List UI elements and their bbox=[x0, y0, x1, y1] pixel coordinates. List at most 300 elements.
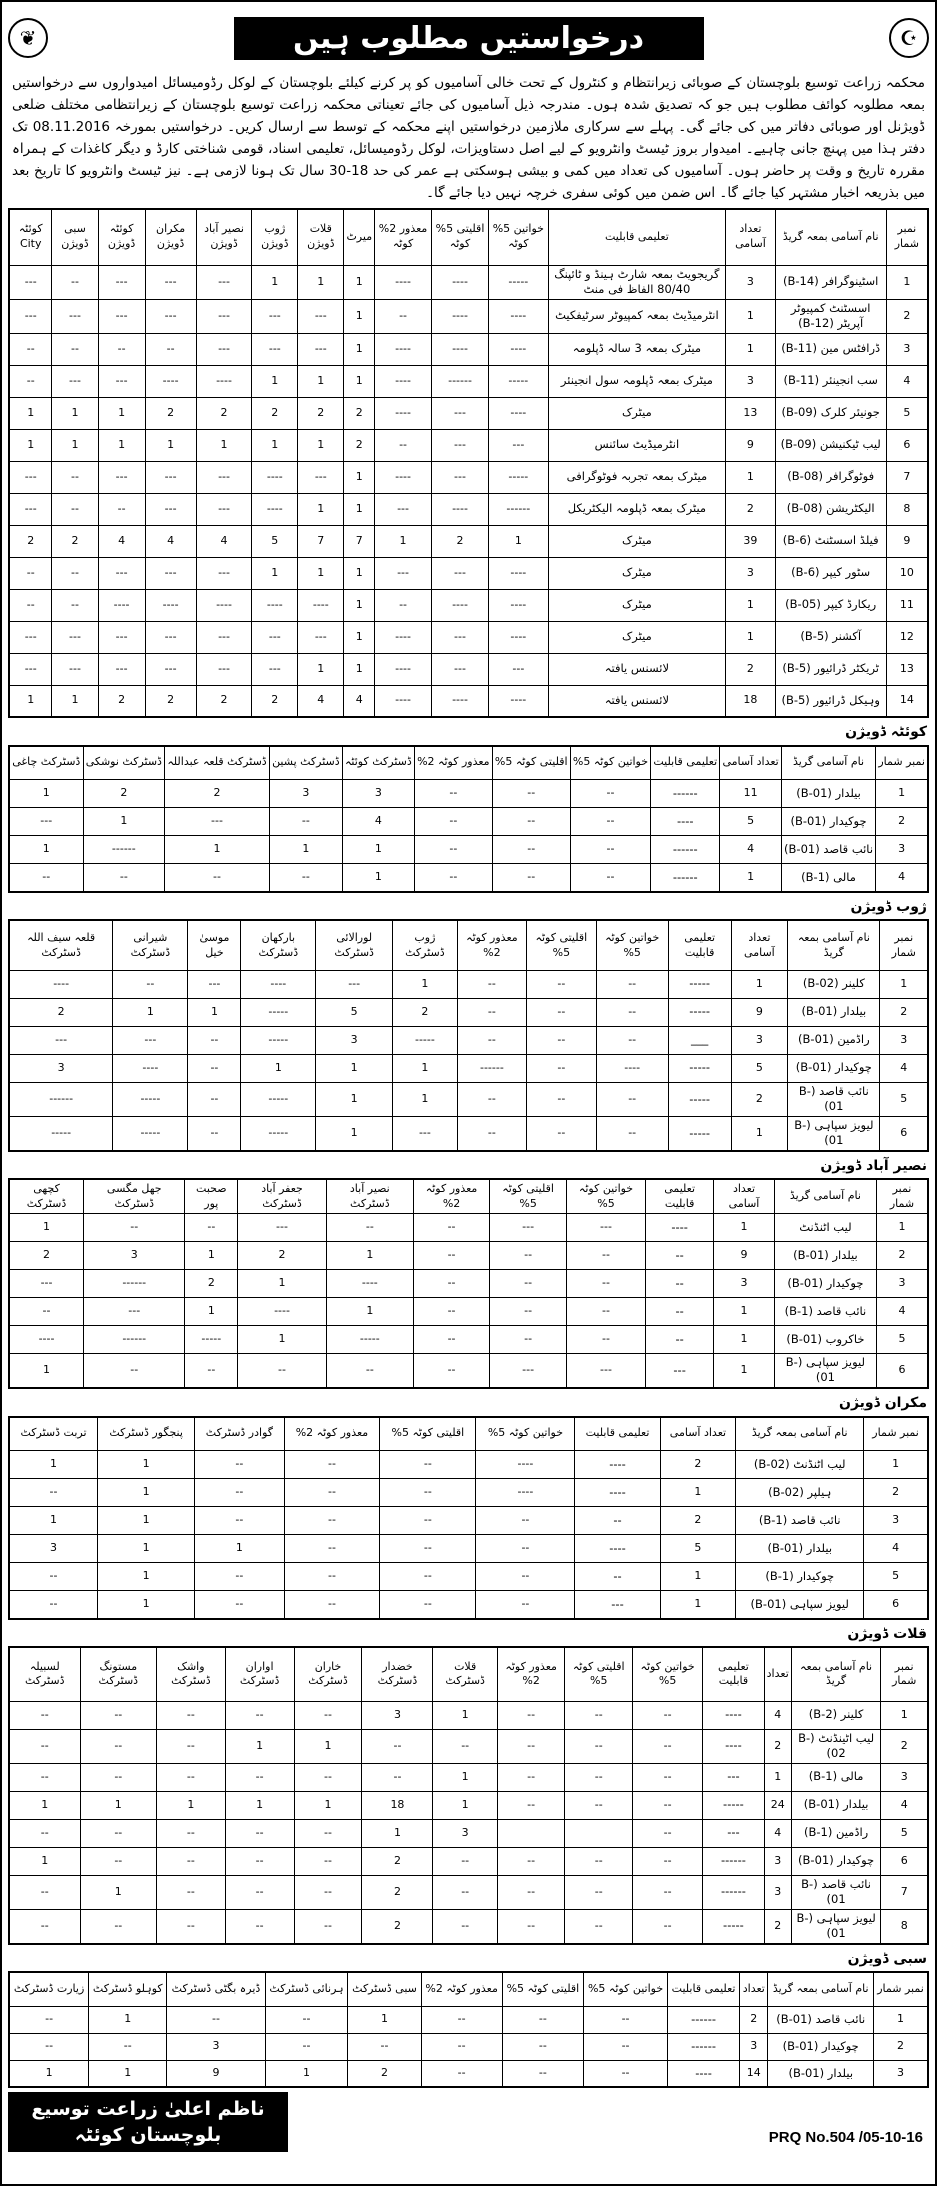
column-header: نصیر آباد ڈویژن bbox=[196, 209, 252, 265]
intro-paragraph: محکمہ زراعت توسیع بلوچستان کے صوبائی زیرانتظام و کنٹرول کے تحت خالی آسامیوں کو پر کرنے کیلئے بلوچستان کے لوکل رڈومیسائل امیدواروں سے درخواستیں بمعہ مطلوبہ کوائف مطلوب ہیں جو کہ تصدیق شدہ ہوں۔ مندرجہ ذیل آسامیوں کی جائے تعیناتی محکمہ زراعت توسیع بلوچستان کے زیرانتظامی مختلف ضلعی ڈویژنل اور صوبائی دفاتر میں کی جائے گی۔ پہلے سے سرکاری ملازمین درخواستیں اپنے محکمہ کے توسط سے ارسال کریں۔ درخواستیں بمورخہ 08.11.2016 تک دفتر ہذا میں پہنچ جانی چاہیے۔ امیدوار بروز ٹیسٹ وانٹرویو کے لیے اصل دستاویزات، لوکل رڈومیسائل، تعلیمی اسناد، قومی شناختی کارڈ و دیگر کاغذات کے ہمراہ مقررہ تاریخ و وقت پر حاضر ہوں۔ آسامیوں کی تعداد میں کمی و بیشی ہوسکتی ہے عمر کی حد 18-30 سال تک ہونا لازمی ہے۔ نیز ٹیسٹ وانٹرویو کا تاریخ بعد میں بذریعہ اخبار مشتہر کیا جائے گا۔ اس ضمن میں کوئی سفری خرچہ نہیں دیا جائے گا۔ bbox=[12, 75, 925, 201]
quota-cell: --- bbox=[52, 653, 98, 685]
table-header-row bbox=[9, 1417, 928, 1451]
quota-cell: 1 bbox=[344, 493, 375, 525]
quota-cell: 1 bbox=[157, 1791, 226, 1819]
quota-cell: ---- bbox=[145, 589, 196, 621]
quota-cell: --- bbox=[252, 299, 298, 333]
qualification-cell: ___ bbox=[668, 1026, 731, 1054]
count-cell: 1 bbox=[726, 333, 776, 365]
column-header: جھل مگسی ڈسٹرکٹ bbox=[84, 1179, 185, 1213]
quota-cell: -- bbox=[457, 1116, 526, 1151]
signature-line-2: بلوچستان کوئٹہ bbox=[74, 2124, 222, 2147]
qualification-cell: میٹرک bbox=[548, 525, 726, 557]
division-title-kalat: قلات ڈویژن bbox=[847, 1625, 927, 1642]
quota-cell: 1 bbox=[9, 1213, 84, 1241]
quota-cell: -- bbox=[414, 808, 492, 836]
quota-cell: -- bbox=[527, 1026, 597, 1054]
table-row bbox=[9, 1507, 928, 1535]
column-header: تعلیمی قابلیت bbox=[646, 1179, 714, 1213]
post-cell: کلینر (B-02) bbox=[788, 970, 880, 998]
column-header: معذور کوٹہ 2% bbox=[284, 1417, 380, 1451]
quota-cell: -- bbox=[413, 1269, 489, 1297]
quota-cell: 1 bbox=[393, 970, 458, 998]
column-header: ڈسٹرکٹ نوشکی bbox=[83, 746, 165, 780]
quota-cell: --- bbox=[52, 299, 98, 333]
quota-cell: ---- bbox=[252, 461, 298, 493]
qualification-cell: میٹرک bbox=[548, 557, 726, 589]
quota-cell: --- bbox=[145, 299, 196, 333]
quota-cell: -- bbox=[490, 1325, 567, 1353]
quota-cell: -- bbox=[633, 1763, 703, 1791]
quota-cell: 1 bbox=[326, 1297, 413, 1325]
quota-cell: ----- bbox=[9, 1116, 113, 1151]
quota-cell: -- bbox=[633, 1791, 703, 1819]
quota-cell: 1 bbox=[9, 1451, 98, 1479]
quota-cell: -- bbox=[9, 1729, 80, 1763]
quota-cell: -- bbox=[527, 1082, 597, 1116]
quota-cell: 1 bbox=[393, 1082, 458, 1116]
column-header: خواتین کوٹہ 5% bbox=[584, 1972, 668, 2006]
count-cell: 3 bbox=[764, 1847, 791, 1875]
quota-cell: 2 bbox=[196, 685, 252, 717]
quota-cell: -- bbox=[294, 1847, 362, 1875]
column-header: نام آسامی بمعہ گریڈ bbox=[768, 1972, 874, 2006]
quota-cell: ---- bbox=[326, 1269, 413, 1297]
column-header: لسبیلہ ڈسٹرکٹ bbox=[9, 1647, 80, 1701]
quota-cell: --- bbox=[9, 621, 52, 653]
count-cell: 2 bbox=[764, 1729, 791, 1763]
serial-cell: 3 bbox=[876, 1269, 928, 1297]
quota-cell: -- bbox=[284, 1479, 380, 1507]
serial-cell: 2 bbox=[880, 998, 928, 1026]
quota-cell: --- bbox=[431, 621, 488, 653]
qualification-cell: --- bbox=[575, 1591, 660, 1619]
quota-cell: --- bbox=[431, 557, 488, 589]
quota-cell: -- bbox=[348, 2033, 421, 2060]
serial-cell: 5 bbox=[864, 1563, 928, 1591]
post-cell: لیویز سپاہی (B-01) bbox=[791, 1909, 881, 1944]
quota-cell: 9 bbox=[167, 2060, 265, 2087]
quota-cell: 1 bbox=[294, 1729, 362, 1763]
table-header-row bbox=[9, 746, 928, 780]
quota-cell: -- bbox=[52, 493, 98, 525]
quota-cell: -- bbox=[80, 1729, 156, 1763]
column-header: خواتین کوٹہ 5% bbox=[633, 1647, 703, 1701]
column-header: نمبر شمار bbox=[880, 920, 928, 970]
column-header: ہرنائی ڈسٹرکٹ bbox=[265, 1972, 348, 2006]
quota-cell: --- bbox=[52, 621, 98, 653]
quota-cell: --- bbox=[9, 493, 52, 525]
quota-cell: 1 bbox=[326, 1241, 413, 1269]
serial-cell: 2 bbox=[873, 2033, 928, 2060]
quota-cell: 1 bbox=[225, 1729, 294, 1763]
count-cell: 1 bbox=[764, 1763, 791, 1791]
quota-cell: --- bbox=[566, 1353, 645, 1388]
quota-cell: --- bbox=[9, 1026, 113, 1054]
quota-cell: 1 bbox=[113, 998, 188, 1026]
quota-cell: ---- bbox=[596, 1054, 668, 1082]
count-cell: 3 bbox=[764, 1875, 791, 1909]
post-cell: اسٹینوگرافر (B-14) bbox=[775, 265, 886, 299]
quota-cell: -- bbox=[113, 970, 188, 998]
quota-cell: 2 bbox=[348, 2060, 421, 2087]
count-cell: 2 bbox=[731, 1082, 788, 1116]
post-cell: کلینر (B-2) bbox=[791, 1701, 881, 1729]
quota-cell: -- bbox=[185, 1213, 238, 1241]
quota-cell: 4 bbox=[98, 525, 145, 557]
post-cell: لیب ٹیکنیشن (B-09) bbox=[775, 429, 886, 461]
post-cell: سب انجینئر (B-11) bbox=[775, 365, 886, 397]
serial-cell: 14 bbox=[886, 685, 928, 717]
quota-cell: --- bbox=[489, 429, 549, 461]
table-row bbox=[9, 2033, 928, 2060]
column-header: خواتین کوٹہ 5% bbox=[570, 746, 651, 780]
quota-cell: -- bbox=[9, 1563, 98, 1591]
count-cell: 3 bbox=[714, 1269, 775, 1297]
quota-cell: 2 bbox=[362, 1875, 433, 1909]
column-header: خواتین کوٹہ 5% bbox=[566, 1179, 645, 1213]
quota-cell: 2 bbox=[393, 998, 458, 1026]
quota-cell: -- bbox=[326, 1353, 413, 1388]
quota-cell: -- bbox=[9, 1819, 80, 1847]
quota-cell: -- bbox=[497, 1763, 564, 1791]
serial-cell: 1 bbox=[881, 1701, 928, 1729]
quota-cell: 1 bbox=[316, 1082, 393, 1116]
count-cell: 9 bbox=[726, 429, 776, 461]
quota-cell: --- bbox=[98, 653, 145, 685]
quota-cell: -- bbox=[238, 1353, 327, 1388]
column-header: نصیر آباد ڈسٹرکٹ bbox=[326, 1179, 413, 1213]
quota-cell: -- bbox=[294, 1701, 362, 1729]
serial-cell: 5 bbox=[881, 1819, 928, 1847]
quota-cell: ----- bbox=[489, 365, 549, 397]
quota-cell: -- bbox=[326, 1213, 413, 1241]
quota-cell: -- bbox=[84, 1353, 185, 1388]
table-row bbox=[9, 970, 928, 998]
serial-cell: 13 bbox=[886, 653, 928, 685]
table-header-row bbox=[9, 1179, 928, 1213]
quota-cell: -- bbox=[188, 1116, 241, 1151]
qualification-cell: ---- bbox=[575, 1451, 660, 1479]
quota-cell: --- bbox=[196, 621, 252, 653]
quota-cell: ---- bbox=[431, 299, 488, 333]
count-cell: 4 bbox=[720, 836, 782, 864]
quota-cell: 1 bbox=[433, 1701, 497, 1729]
column-header: جعفر آباد ڈسٹرکٹ bbox=[238, 1179, 327, 1213]
quota-cell: ----- bbox=[241, 1116, 316, 1151]
quota-cell: -- bbox=[413, 1325, 489, 1353]
quota-cell: -- bbox=[9, 333, 52, 365]
vacancy-table-nasir bbox=[8, 1178, 929, 1389]
quota-cell: -- bbox=[9, 557, 52, 589]
quota-cell: --- bbox=[252, 653, 298, 685]
table-row bbox=[9, 589, 928, 621]
table-row bbox=[9, 557, 928, 589]
column-header: تعلیمی قابلیت bbox=[668, 920, 731, 970]
serial-cell: 6 bbox=[864, 1591, 928, 1619]
quota-cell: 1 bbox=[344, 589, 375, 621]
quota-cell: 2 bbox=[145, 397, 196, 429]
quota-cell: -- bbox=[596, 1082, 668, 1116]
quota-cell: --- bbox=[489, 653, 549, 685]
quota-cell: -- bbox=[633, 1729, 703, 1763]
serial-cell: 4 bbox=[880, 1054, 928, 1082]
column-header: نمبر شمار bbox=[864, 1417, 928, 1451]
vacancy-tables bbox=[8, 208, 929, 2088]
post-cell: نائب قاصد (B-01) bbox=[791, 1875, 881, 1909]
post-cell: چوکیدار (B-01) bbox=[791, 1847, 881, 1875]
quota-cell: --- bbox=[238, 1213, 327, 1241]
column-header: تعداد آسامی bbox=[731, 920, 788, 970]
table-row bbox=[9, 1297, 928, 1325]
quota-cell: --- bbox=[298, 461, 344, 493]
quota-cell: --- bbox=[9, 653, 52, 685]
quota-cell: --- bbox=[98, 557, 145, 589]
quota-cell: -- bbox=[413, 1213, 489, 1241]
serial-cell: 12 bbox=[886, 621, 928, 653]
column-header: تعلیمی قابلیت bbox=[651, 746, 720, 780]
quota-cell: ---- bbox=[489, 333, 549, 365]
serial-cell: 6 bbox=[881, 1847, 928, 1875]
quota-cell: -- bbox=[476, 1507, 575, 1535]
table-row bbox=[9, 685, 928, 717]
post-cell: لیب اٹینڈنٹ (B-02) bbox=[791, 1729, 881, 1763]
quota-cell: -- bbox=[294, 1909, 362, 1944]
qualification-cell: ------ bbox=[668, 2006, 740, 2033]
qualification-cell: ------ bbox=[668, 2033, 740, 2060]
column-header: معذور کوٹہ 2% bbox=[497, 1647, 564, 1701]
quota-cell: --- bbox=[252, 621, 298, 653]
qualification-cell: ----- bbox=[668, 1082, 731, 1116]
serial-cell: 6 bbox=[880, 1116, 928, 1151]
serial-cell: 3 bbox=[876, 836, 928, 864]
quota-cell: -- bbox=[9, 589, 52, 621]
quota-cell: 1 bbox=[98, 1479, 195, 1507]
column-header: کچھی ڈسٹرکٹ bbox=[9, 1179, 84, 1213]
quota-cell: -- bbox=[492, 808, 570, 836]
quota-cell: --- bbox=[145, 653, 196, 685]
quota-cell: 1 bbox=[9, 397, 52, 429]
serial-cell: 7 bbox=[881, 1875, 928, 1909]
post-cell: بیلدار (B-01) bbox=[781, 780, 875, 808]
quota-cell: -- bbox=[497, 1701, 564, 1729]
quota-cell: -- bbox=[380, 1591, 476, 1619]
quota-cell: -- bbox=[596, 998, 668, 1026]
quota-cell: -- bbox=[570, 864, 651, 892]
column-header: ڈسٹرکٹ قلعہ عبداللہ bbox=[165, 746, 270, 780]
quota-cell: ---- bbox=[431, 333, 488, 365]
qualification-cell: ---- bbox=[646, 1213, 714, 1241]
quota-cell: -- bbox=[80, 1763, 156, 1791]
qualification-cell: ---- bbox=[703, 1729, 764, 1763]
quota-cell: -- bbox=[380, 1479, 476, 1507]
post-cell: چوکیدار (B-01) bbox=[768, 2033, 874, 2060]
quota-cell: ---- bbox=[476, 1451, 575, 1479]
quota-cell: ----- bbox=[326, 1325, 413, 1353]
serial-cell: 2 bbox=[886, 299, 928, 333]
quota-cell: 1 bbox=[9, 429, 52, 461]
table-row bbox=[9, 2060, 928, 2087]
quota-cell: 1 bbox=[145, 429, 196, 461]
quota-cell: ---- bbox=[113, 1054, 188, 1082]
column-header: کوئٹہ ڈویژن bbox=[98, 209, 145, 265]
quota-cell: -- bbox=[225, 1763, 294, 1791]
count-cell: 13 bbox=[726, 397, 776, 429]
quota-cell: -- bbox=[167, 2006, 265, 2033]
serial-cell: 1 bbox=[880, 970, 928, 998]
quota-cell: -- bbox=[565, 1847, 633, 1875]
serial-cell: 3 bbox=[873, 2060, 928, 2087]
quota-cell: 2 bbox=[298, 397, 344, 429]
post-cell: نائب قاصد (B-1) bbox=[774, 1297, 876, 1325]
post-cell: لیب اٹنڈنٹ (B-02) bbox=[736, 1451, 864, 1479]
quota-cell: --- bbox=[566, 1213, 645, 1241]
quota-cell: --- bbox=[431, 461, 488, 493]
qualification-cell: -- bbox=[646, 1325, 714, 1353]
quota-cell: ---- bbox=[252, 493, 298, 525]
quota-cell: -- bbox=[566, 1325, 645, 1353]
quota-cell: -- bbox=[294, 1819, 362, 1847]
serial-cell: 8 bbox=[881, 1909, 928, 1944]
quota-cell: 2 bbox=[185, 1269, 238, 1297]
qualification-cell: میٹرک bbox=[548, 589, 726, 621]
table-header-row bbox=[9, 1972, 928, 2006]
quota-cell: -- bbox=[80, 1847, 156, 1875]
quota-cell: -- bbox=[502, 2006, 583, 2033]
table-row bbox=[9, 1909, 928, 1944]
quota-cell: -- bbox=[457, 1026, 526, 1054]
quota-cell: 2 bbox=[344, 429, 375, 461]
post-cell: خاکروب (B-01) bbox=[774, 1325, 876, 1353]
quota-cell: -- bbox=[570, 836, 651, 864]
quota-cell: 1 bbox=[89, 2060, 167, 2087]
quota-cell: -- bbox=[584, 2060, 668, 2087]
post-cell: راڈمین (B-1) bbox=[791, 1819, 881, 1847]
quota-cell: -- bbox=[476, 1563, 575, 1591]
quota-cell: -- bbox=[413, 1353, 489, 1388]
serial-cell: 4 bbox=[886, 365, 928, 397]
quota-cell: 1 bbox=[98, 1507, 195, 1535]
column-header: تعلیمی قابلیت bbox=[668, 1972, 740, 2006]
serial-cell: 4 bbox=[876, 864, 928, 892]
quota-cell: -- bbox=[633, 1701, 703, 1729]
qualification-cell: ------ bbox=[703, 1875, 764, 1909]
quota-cell: ---- bbox=[9, 970, 113, 998]
quota-cell: 3 bbox=[167, 2033, 265, 2060]
count-cell: 1 bbox=[726, 461, 776, 493]
quota-cell: 4 bbox=[342, 808, 414, 836]
column-header: اقلیتی کوٹہ 5% bbox=[527, 920, 597, 970]
quota-cell: -- bbox=[80, 1909, 156, 1944]
division-title-zhob: ژوب ڈویژن bbox=[850, 898, 927, 915]
ad-header bbox=[8, 10, 929, 66]
qualification-cell: ------ bbox=[703, 1847, 764, 1875]
serial-cell: 1 bbox=[876, 1213, 928, 1241]
table-row bbox=[9, 1054, 928, 1082]
quota-cell: -- bbox=[596, 1116, 668, 1151]
quota-cell: 4 bbox=[145, 525, 196, 557]
quota-cell: 1 bbox=[185, 1241, 238, 1269]
quota-cell: 1 bbox=[9, 1791, 80, 1819]
post-cell: مالی (B-1) bbox=[781, 864, 875, 892]
serial-cell: 1 bbox=[886, 265, 928, 299]
quota-cell: ---- bbox=[375, 685, 432, 717]
qualification-cell: --- bbox=[646, 1353, 714, 1388]
qualification-cell: ----- bbox=[668, 1054, 731, 1082]
quota-cell: -- bbox=[596, 1026, 668, 1054]
count-cell: 39 bbox=[726, 525, 776, 557]
quota-cell: 1 bbox=[9, 2060, 89, 2087]
quota-cell: 2 bbox=[431, 525, 488, 557]
table-row bbox=[9, 1729, 928, 1763]
post-cell: ٹریکٹر ڈرائیور (B-5) bbox=[775, 653, 886, 685]
quota-cell: -- bbox=[476, 1535, 575, 1563]
quota-cell: -- bbox=[265, 2033, 348, 2060]
quota-cell: -- bbox=[570, 808, 651, 836]
count-cell: 1 bbox=[660, 1479, 736, 1507]
quota-cell: -- bbox=[565, 1701, 633, 1729]
quota-cell: -- bbox=[284, 1591, 380, 1619]
quota-cell: -- bbox=[492, 836, 570, 864]
qualification-cell: میٹرک bbox=[548, 621, 726, 653]
quota-cell: -- bbox=[9, 864, 83, 892]
quota-cell: ---- bbox=[489, 685, 549, 717]
column-header: نام آسامی گریڈ bbox=[774, 1179, 876, 1213]
quota-cell: -- bbox=[566, 1241, 645, 1269]
post-cell: راڈمین (B-01) bbox=[788, 1026, 880, 1054]
serial-cell: 7 bbox=[886, 461, 928, 493]
quota-cell: --- bbox=[52, 365, 98, 397]
column-header: سبی ڈویژن bbox=[52, 209, 98, 265]
quota-cell: -- bbox=[497, 1847, 564, 1875]
quota-cell: -- bbox=[413, 1297, 489, 1325]
post-cell: جونیئر کلرک (B-09) bbox=[775, 397, 886, 429]
quota-cell: 1 bbox=[344, 557, 375, 589]
quota-cell: --- bbox=[196, 653, 252, 685]
quota-cell: -- bbox=[52, 461, 98, 493]
serial-cell: 2 bbox=[864, 1479, 928, 1507]
quota-cell: ---- bbox=[196, 589, 252, 621]
table-header-row bbox=[9, 920, 928, 970]
count-cell: 3 bbox=[726, 365, 776, 397]
quota-cell: -- bbox=[490, 1297, 567, 1325]
column-header: نام آسامی بمعہ گریڈ bbox=[736, 1417, 864, 1451]
quota-cell: 7 bbox=[344, 525, 375, 557]
table-row bbox=[9, 1026, 928, 1054]
column-header: معذور کوٹہ 2% bbox=[421, 1972, 502, 2006]
ad-title: درخواستیں مطلوب ہیں bbox=[234, 17, 704, 60]
qualification-cell: ---- bbox=[575, 1535, 660, 1563]
quota-cell: 1 bbox=[316, 1116, 393, 1151]
quota-cell: -- bbox=[433, 1729, 497, 1763]
column-header: نام آسامی گریڈ bbox=[781, 746, 875, 780]
column-header: نمبر شمار bbox=[876, 746, 928, 780]
column-header: لورالائی ڈسٹرکٹ bbox=[316, 920, 393, 970]
qualification-cell: ---- bbox=[575, 1479, 660, 1507]
column-header: زیارت ڈسٹرکٹ bbox=[9, 1972, 89, 2006]
quota-cell: -- bbox=[566, 1269, 645, 1297]
column-header: خواتین 5% کوٹہ bbox=[489, 209, 549, 265]
quota-cell: -- bbox=[527, 998, 597, 1026]
division-title-makran: مکران ڈویژن bbox=[839, 1394, 927, 1411]
quota-cell: -- bbox=[421, 2033, 502, 2060]
quota-cell: 3 bbox=[433, 1819, 497, 1847]
column-header: تعداد آسامی bbox=[726, 209, 776, 265]
count-cell: 24 bbox=[764, 1791, 791, 1819]
quota-cell: 1 bbox=[252, 429, 298, 461]
quota-cell: 2 bbox=[9, 998, 113, 1026]
post-cell: لیویز سپاہی (B-01) bbox=[788, 1116, 880, 1151]
